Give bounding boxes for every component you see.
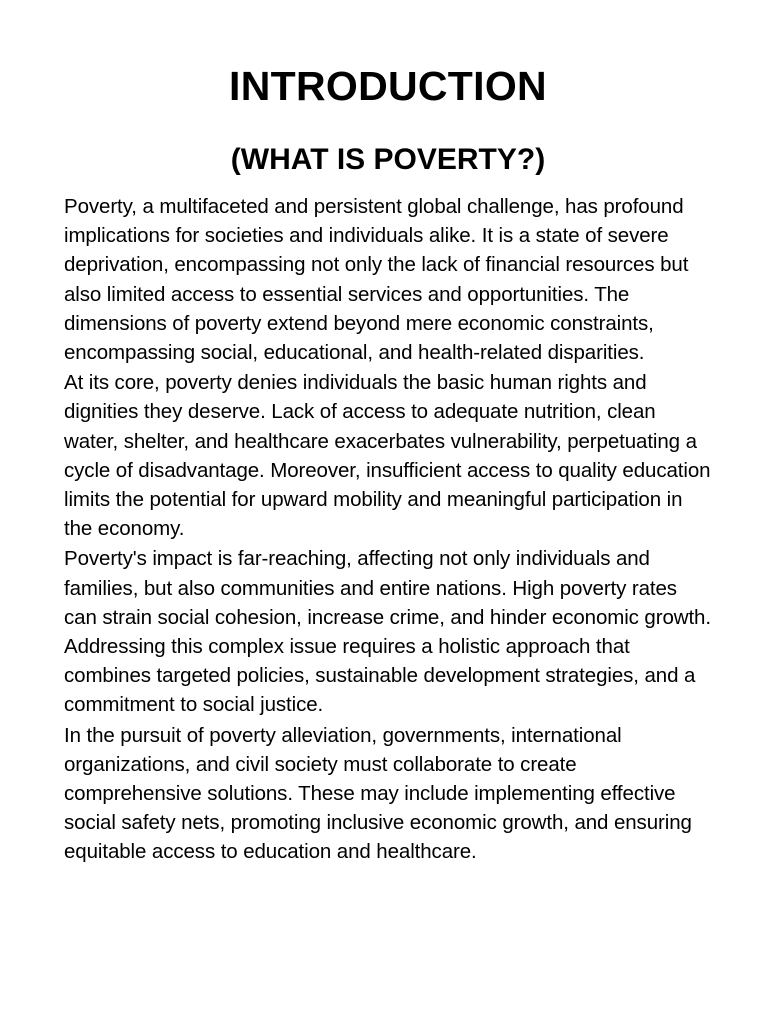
- paragraph-3: Poverty's impact is far-reaching, affecting not only individuals and families, but also communities and entire nations. High poverty rates can strain social cohesion, increase crime, and hinder economic growth. Addressing this complex issue requires a holistic approach that combines targeted policies, sustainable development strategies, and a commitment to social justice.: [64, 547, 711, 717]
- page-title: INTRODUCTION: [229, 63, 547, 109]
- paragraph-4: In the pursuit of poverty alleviation, governments, international organizations, and civil society must collaborate to create comprehensive solutions. These may include implementing effective social safety nets, promoting inclusive economic growth, and ensuring equitable access to education and healthcare.: [64, 723, 692, 864]
- body-text: [64, 192, 712, 867]
- paragraph-2: At its core, poverty denies individuals the basic human rights and dignities they deserve. Lack of access to adequate nutrition, clean water, shelter, and healthcare exacerbates vulnerability, perpetuating a cycle of disadvantage. Moreover, insufficient access to quality education limits the potential for upward mobility and meaningful participation in the economy.: [64, 371, 711, 541]
- page-subtitle: (WHAT IS POVERTY?): [230, 143, 546, 176]
- paragraph-1: Poverty, a multifaceted and persistent global challenge, has profound implications for societies and individuals alike. It is a state of severe deprivation, encompassing not only the lack of financial resources but also limited access to essential services and opportunities. The dimensions of poverty extend beyond mere economic constraints, encompassing social, educational, and health-related disparities.: [64, 195, 689, 365]
